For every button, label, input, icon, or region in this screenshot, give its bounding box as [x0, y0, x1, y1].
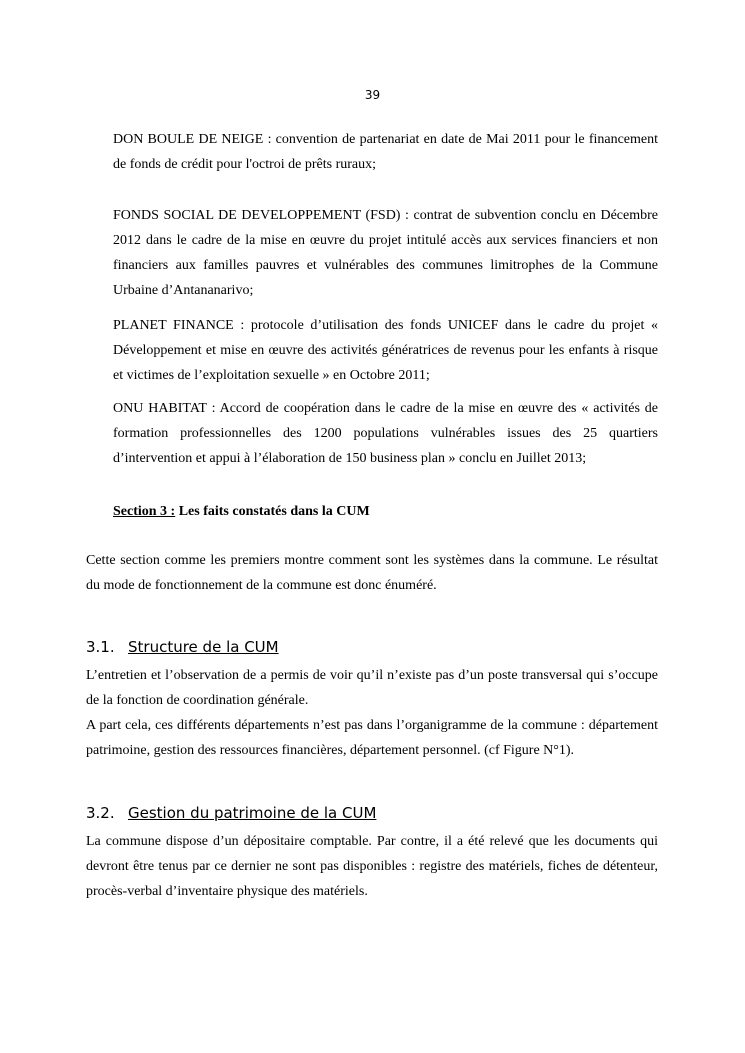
- paragraph-don-boule-de-neige: DON BOULE DE NEIGE : convention de partenariat en date de Mai 2011 pour le financement de fonds de crédit pour l'octroi de prêts ruraux;: [113, 132, 658, 172]
- heading-3-2: [86, 802, 376, 824]
- paragraph-3-1-second: A part cela, ces différents départements n’est pas dans l’organigramme de la commune : département patrimoine, gestion des ressources financières, département personnel. (cf Figure N°1).: [86, 718, 658, 758]
- page-number: 39: [364, 88, 381, 102]
- heading-3-2-number: 3.2.: [86, 804, 115, 822]
- paragraph-3-2-first: La commune dispose d’un dépositaire comptable. Par contre, il a été relevé que les documents qui devront être tenus par ce dernier ne sont pas disponibles : registre des matériels, fiches de détenteur, procès-verbal d’inventaire physique des matériels.: [86, 834, 658, 899]
- paragraph-fonds-social-developpement: FONDS SOCIAL DE DEVELOPPEMENT (FSD) : contrat de subvention conclu en Décembre 2012 dans le cadre de la mise en œuvre du projet intitulé accès aux services financiers et non financiers aux familles pauvres et vulnérables des communes limitrophes de la Commune Urbaine d’Antananarivo;: [113, 208, 658, 298]
- paragraph-planet-finance: PLANET FINANCE : protocole d’utilisation des fonds UNICEF dans le cadre du projet « Développement et mise en œuvre des activités génératrices de revenus pour les enfants à risque et victimes de l’exploitation sexuelle » en Octobre 2011;: [113, 318, 658, 383]
- paragraph-onu-habitat: ONU HABITAT : Accord de coopération dans le cadre de la mise en œuvre des « activités de formation professionnelles des 1200 populations vulnérables issues des 25 quartiers d’intervention et appui à l’élaboration de 150 business plan » conclu en Juillet 2013;: [113, 401, 658, 466]
- heading-3-1: [86, 636, 279, 658]
- heading-3-1-number: 3.1.: [86, 638, 115, 656]
- heading-3-2-title: Gestion du patrimoine de la CUM: [128, 804, 377, 822]
- paragraph-3-1-first: L’entretien et l’observation de a permis de voir qu’il n’existe pas d’un poste transversal qui s’occupe de la fonction de coordination générale.: [86, 668, 658, 708]
- paragraph-section-3-intro: Cette section comme les premiers montre comment sont les systèmes dans la commune. Le résultat du mode de fonctionnement de la commune est donc énuméré.: [86, 553, 658, 593]
- section-3-heading: [113, 499, 370, 524]
- heading-3-1-title: Structure de la CUM: [128, 638, 279, 656]
- section-3-label: Section 3 :: [113, 504, 176, 519]
- section-3-title: Les faits constatés dans la CUM: [175, 504, 370, 519]
